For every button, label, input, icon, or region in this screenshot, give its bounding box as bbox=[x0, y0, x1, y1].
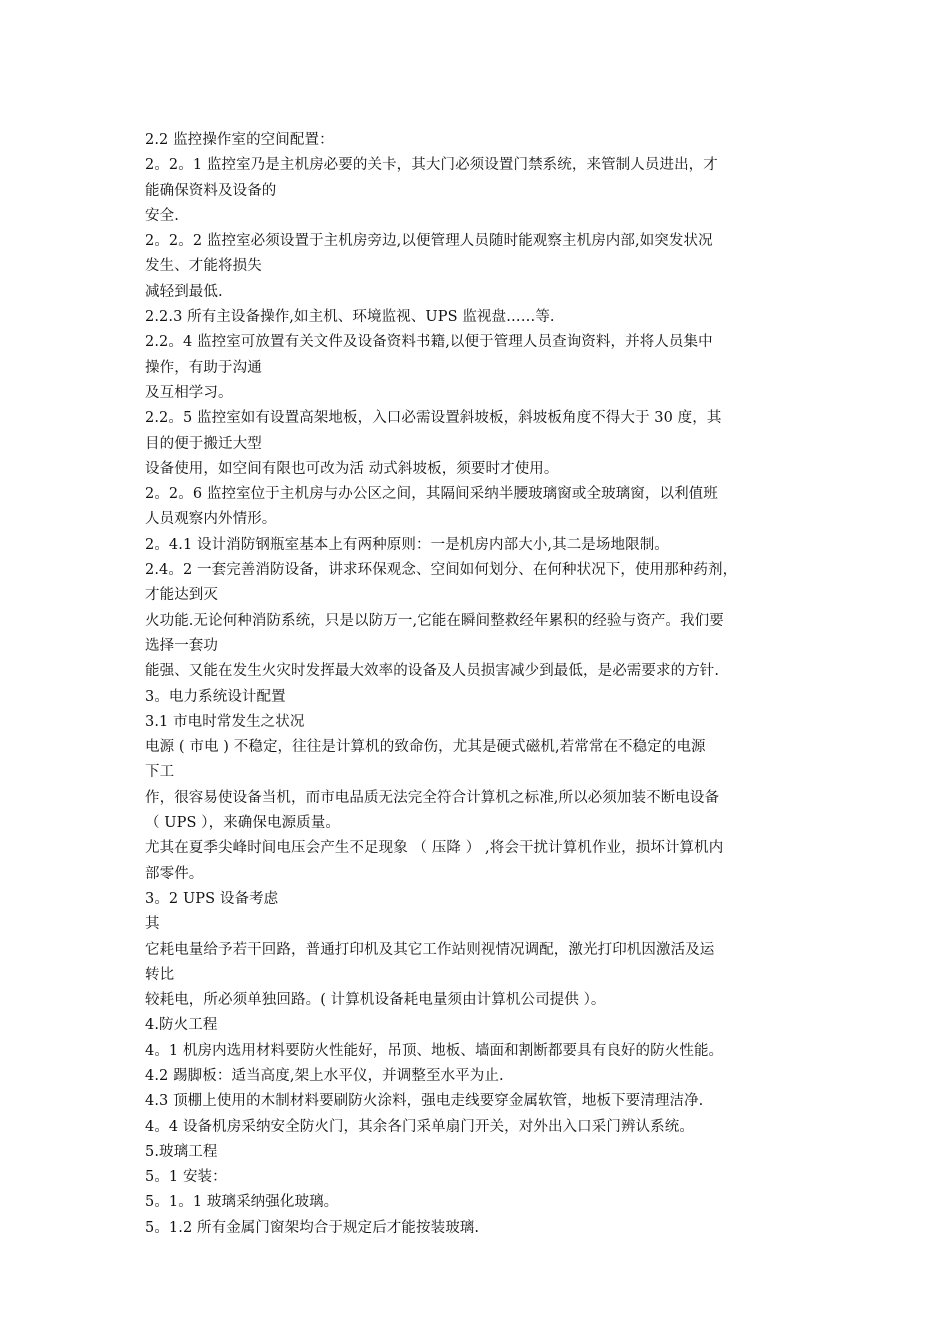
text-line: 才能达到灭 bbox=[145, 587, 218, 604]
text-line: 2.2。4 监控室可放置有关文件及设备资料书籍,以便于管理人员查询资料，并将人员集中 bbox=[145, 334, 713, 351]
text-line: 转比 bbox=[145, 966, 175, 983]
text-line: 3。2 UPS 设备考虑 bbox=[145, 890, 279, 907]
text-line: 选择一套功 bbox=[145, 637, 218, 654]
text-line: 2。2。2 监控室必须设置于主机房旁边,以便管理人员随时能观察主机房内部,如突发状况 bbox=[145, 233, 713, 250]
text-line: 2。2。6 监控室位于主机房与办公区之间，其隔间采纳半腰玻璃窗或全玻璃窗，以利值班 bbox=[145, 486, 718, 503]
text-line: 2.4。2 一套完善消防设备，讲求环保观念、空间如何划分、在何种状况下，使用那种药剂， bbox=[145, 562, 738, 579]
text-line: 4.2 踢脚板：适当高度,架上水平仪，并调整至水平为止. bbox=[145, 1067, 504, 1084]
text-line: 4。1 机房内选用材料要防火性能好，吊顶、地板、墙面和割断都要具有良好的防火性能。 bbox=[145, 1042, 724, 1059]
text-line: 部零件。 bbox=[145, 865, 204, 882]
text-line: 尤其在夏季尖峰时间电压会产生不足现象 （ 压降 ） ,将会干扰计算机作业，损坏计算机内 bbox=[145, 840, 724, 857]
text-line: 发生、才能将损失 bbox=[145, 258, 262, 275]
text-line: 安全. bbox=[145, 207, 179, 224]
text-line: 它耗电量给予若干回路，普通打印机及其它工作站则视情况调配，激光打印机因激活及运 bbox=[145, 941, 715, 958]
text-line: 及互相学习。 bbox=[145, 384, 233, 401]
text-line: 2。4.1 设计消防钢瓶室基本上有两种原则：一是机房内部大小,其二是场地限制。 bbox=[145, 536, 669, 553]
text-line: 5。1。1 玻璃采纳强化玻璃。 bbox=[145, 1194, 339, 1211]
text-line: 较耗电，所必须单独回路。( 计算机设备耗电量须由计算机公司提供 ）。 bbox=[145, 992, 606, 1009]
text-line: 5。1 安装： bbox=[145, 1169, 227, 1186]
text-line: 2。2。1 监控室乃是主机房必要的关卡，其大门必须设置门禁系统，来管制人员进出，才 bbox=[145, 157, 718, 174]
document-body bbox=[145, 128, 825, 1241]
text-line: 4.3 顶棚上使用的木制材料要刷防火涂料，强电走线要穿金属软管，地板下要清理洁净. bbox=[145, 1093, 704, 1110]
text-line: 能确保资料及设备的 bbox=[145, 182, 277, 199]
text-line: 4。4 设备机房采纳安全防火门，其余各门采单扇门开关，对外出入口采门辨认系统。 bbox=[145, 1118, 694, 1135]
text-line: （ UPS ），来确保电源质量。 bbox=[145, 815, 340, 832]
text-line: 4.防火工程 bbox=[145, 1017, 218, 1034]
text-line: 3。电力系统设计配置 bbox=[145, 688, 286, 705]
text-line: 5.玻璃工程 bbox=[145, 1143, 218, 1160]
text-line: 2.2。5 监控室如有设置高架地板，入口必需设置斜坡板，斜坡板角度不得大于 30 度，其 bbox=[145, 410, 722, 427]
text-line: 下工 bbox=[145, 764, 175, 781]
text-line: 减轻到最低. bbox=[145, 283, 223, 300]
text-line: 操作，有助于沟通 bbox=[145, 359, 262, 376]
text-line: 其 bbox=[145, 916, 160, 933]
text-line: 5。1.2 所有金属门窗架均合于规定后才能按装玻璃. bbox=[145, 1219, 480, 1236]
text-line: 人员观察内外情形。 bbox=[145, 511, 277, 528]
text-line: 能强、又能在发生火灾时发挥最大效率的设备及人员损害减少到最低，是必需要求的方针. bbox=[145, 663, 720, 680]
text-line: 2.2.3 所有主设备操作,如主机、环境监视、UPS 监视盘……等. bbox=[145, 309, 555, 326]
text-line: 电源 ( 市电 ) 不稳定，往往是计算机的致命伤，尤其是硬式磁机,若常常在不稳定的电源 bbox=[145, 739, 706, 756]
text-line: 作，很容易使设备当机，而市电品质无法完全符合计算机之标准,所以必须加装不断电设备 bbox=[145, 789, 720, 806]
text-line: 火功能.无论何种消防系统，只是以防万一,它能在瞬间整救经年累积的经验与资产。我们要 bbox=[145, 612, 724, 629]
text-line: 2.2 监控操作室的空间配置： bbox=[145, 132, 334, 148]
text-line: 3.1 市电时常发生之状况 bbox=[145, 713, 305, 730]
text-line: 设备使用，如空间有限也可改为活 动式斜坡板，须要时才使用。 bbox=[145, 460, 559, 477]
text-line: 目的便于搬迁大型 bbox=[145, 435, 262, 452]
